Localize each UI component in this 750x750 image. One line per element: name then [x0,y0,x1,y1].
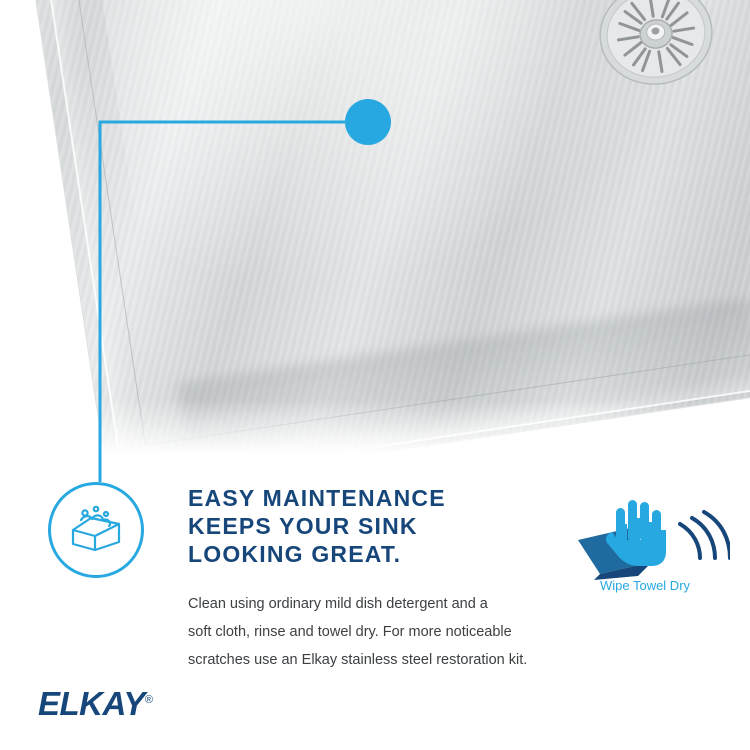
photo-fade [0,400,750,470]
logo-registered-mark: ® [144,694,153,706]
page-title [188,484,548,568]
headline-line-2: KEEPS YOUR SINK [188,513,418,539]
wipe-caption: Wipe Towel Dry [599,578,691,593]
sponge-badge [48,482,144,578]
callout-dot [345,99,391,145]
body-line-2: soft cloth, rinse and towel dry. For more noticeable [188,624,512,640]
sponge-icon [65,504,127,556]
headline-line-1: EASY MAINTENANCE [188,485,446,511]
sink-drain-icon [597,0,715,96]
body-line-1: Clean using ordinary mild dish detergent and a [188,596,488,612]
logo-wordmark: ELKAY [38,685,145,722]
headline-line-3: LOOKING GREAT. [188,541,402,567]
body-copy [188,590,564,674]
elkay-logo [38,682,208,722]
body-line-3: scratches use an Elkay stainless steel restoration kit. [188,652,528,668]
